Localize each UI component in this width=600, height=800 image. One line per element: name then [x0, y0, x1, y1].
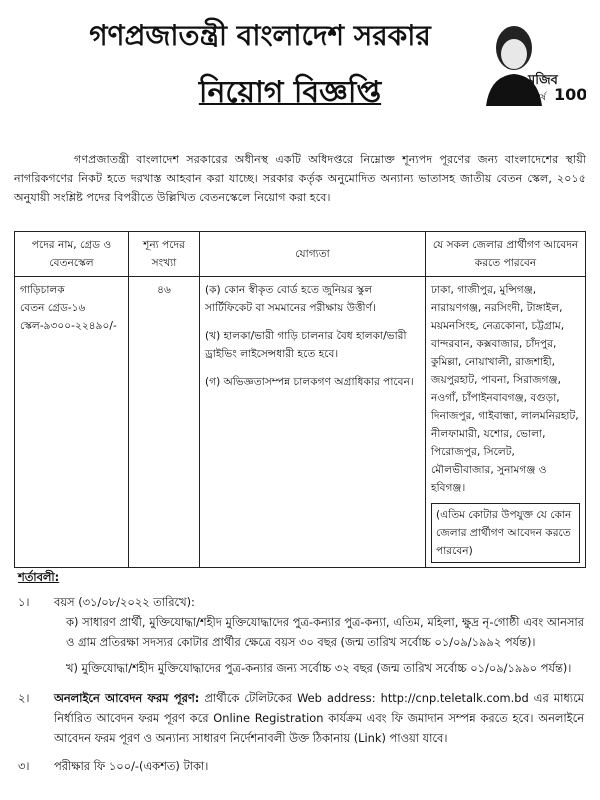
districts-cell	[426, 277, 586, 568]
term-text: পরীক্ষার ফি ১০০/-(একশত) টাকা।	[54, 759, 209, 773]
term-lead: অনলাইনে আবেদন ফরম পূরণ:	[54, 691, 200, 705]
header-count: শূন্য পদের সংখ্যা	[129, 232, 200, 277]
post-grade: বেতন গ্রেড-১৬	[20, 302, 86, 314]
logo-number: 100	[554, 85, 586, 104]
term-text: বয়স (৩১/০৮/২০২২ তারিখে):	[54, 595, 195, 609]
qualification-item: (গ) অভিজ্ঞতাসম্পন্ন চালকগণ অগ্রাধিকার পাবেন।	[205, 376, 414, 388]
header-qualification: যোগ্যতা	[200, 232, 426, 277]
mujib-borsho-logo	[476, 18, 586, 106]
orphan-quota-note: (এতিম কোটার উপযুক্ত যে কোন জেলার প্রার্থীগণ আবেদন করতে পারবেন)	[431, 503, 580, 563]
term-item	[18, 592, 584, 612]
districts-list: ঢাকা, গাজীপুর, মুন্সিগঞ্জ, নারায়ণগঞ্জ, নরসিংদী, টাঙ্গাইল, ময়মনসিংহ, নেত্রকোনা, চট্টগ্রাম, বান্দরবান, কক্সবাজার, চাঁদপুর, কুমিল্লা, নোয়াখালী, রাজশাহী, জয়পুরহাট, পাবনা, সিরাজগঞ্জ, নওগাঁ, চাঁপাইনবাবগঞ্জ, বগুড়া, দিনাজপুর, গাইবান্ধা, লালমনিরহাট, নীলফামারী, যশোর, ভোলা, পিরোজপুর, সিলেট, মৌলভীবাজার, সুনামগঞ্জ ও হবিগঞ্জ।	[431, 284, 579, 494]
portrait-icon	[476, 18, 586, 106]
term-subitem: ক) সাধারণ প্রার্থী, মুক্তিযোদ্ধা/শহীদ মুক্তিযোদ্ধাদের পুত্র-কন্যার পুত্র-কন্যা, এতিম, মহিলা, ক্ষুদ্র নৃ-গোষ্ঠী এবং আনসার ও গ্রাম প্রতিরক্ষা সদস্যর কোটার প্রার্থীর ক্ষেত্রে বয়স ৩০ বছর (জন্ম তারিখ সর্বোচ্চ ০১/০৯/১৯৯২ পর্যন্ত)।	[66, 615, 584, 649]
post-scale: স্কেল-৯৩০০-২২৪৯০/-	[20, 320, 117, 332]
terms-section	[18, 569, 584, 776]
count-cell: ৪৬	[129, 277, 200, 568]
logo-subtext: বর্ষ	[536, 93, 546, 103]
post-cell	[15, 277, 129, 568]
qualification-cell	[200, 277, 426, 568]
vacancy-table	[14, 231, 586, 568]
header-post: পদের নাম, গ্রেড ও বেতনস্কেল	[15, 232, 129, 277]
term-number: ৩।	[18, 759, 30, 773]
table-row	[15, 277, 586, 568]
table-header-row	[15, 232, 586, 277]
government-title: গণপ্রজাতন্ত্রী বাংলাদেশ সরকার	[89, 19, 431, 52]
term-number: ১।	[18, 595, 30, 609]
terms-title: শর্তাবলী:	[18, 570, 60, 584]
term-subitem: খ) মুক্তিযোদ্ধা/শহীদ মুক্তিযোদ্ধাদের পুত্র-কন্যার জন্য সর্বোচ্চ ৩২ বছর (জন্ম তারিখ সর্বোচ্চ ০১/০৯/১৯৯০ পর্যন্ত)।	[66, 661, 572, 675]
term-text-block	[54, 688, 584, 748]
notice-title: নিয়োগ বিজ্ঞপ্তি	[198, 75, 382, 110]
term-item	[18, 756, 584, 776]
intro-paragraph: গণপ্রজাতন্ত্রী বাংলাদেশ সরকারের অধীনস্থ একটি অধিদপ্তরে নিম্নোক্ত শূন্যপদ পূরণের জন্য বাংলাদেশের স্থায়ী নাগরিকগণের নিকট হতে দরখাস্ত আহবান করা যাচ্ছে। সরকার কর্তৃক অনুমোদিত অন্যান্য ভাতাসহ জাতীয় বেতন স্কেল, ২০১৫ অনুযায়ী সংশ্লিষ্ট পদের বিপরীতে উল্লিখিত বেতনস্কেলে নিয়োগ করা হবে।	[14, 153, 586, 204]
header-districts: যে সকল জেলার প্রার্থীগণ আবেদন করতে পারবেন	[426, 232, 586, 277]
term-item	[18, 688, 584, 748]
qualification-item: (খ) হালকা/ভারী গাড়ি চালনার বৈধ হালকা/ভারী ড্রাইভিং লাইসেন্সধারী হতে হবে।	[205, 330, 407, 360]
term-number: ২।	[18, 691, 30, 705]
post-name: গাড়িচালক	[20, 284, 65, 296]
logo-text: মুজিব	[528, 73, 558, 88]
qualification-item: (ক) কোন স্বীকৃত বোর্ড হতে জুনিয়র স্কুল সার্টিফিকেট বা সমমানের পরীক্ষায় উত্তীর্ণ।	[205, 284, 376, 314]
term-text: প্রার্থীকে টেলিটকের Web address: http://cnp.teletalk.com.bd এর মাধ্যমে নির্ধারিত আবেদন ফরম পূরণ করে Online Registration কার্যক্রম এবং ফি জমাদান সম্পন্ন করতে হবে। অনলাইনে আবেদন ফরম পূরণ ও অন্যান্য সাধারণ নির্দেশনাবলী উক্ত ঠিকানায় (Link) পাওয়া যাবে।	[54, 691, 584, 745]
